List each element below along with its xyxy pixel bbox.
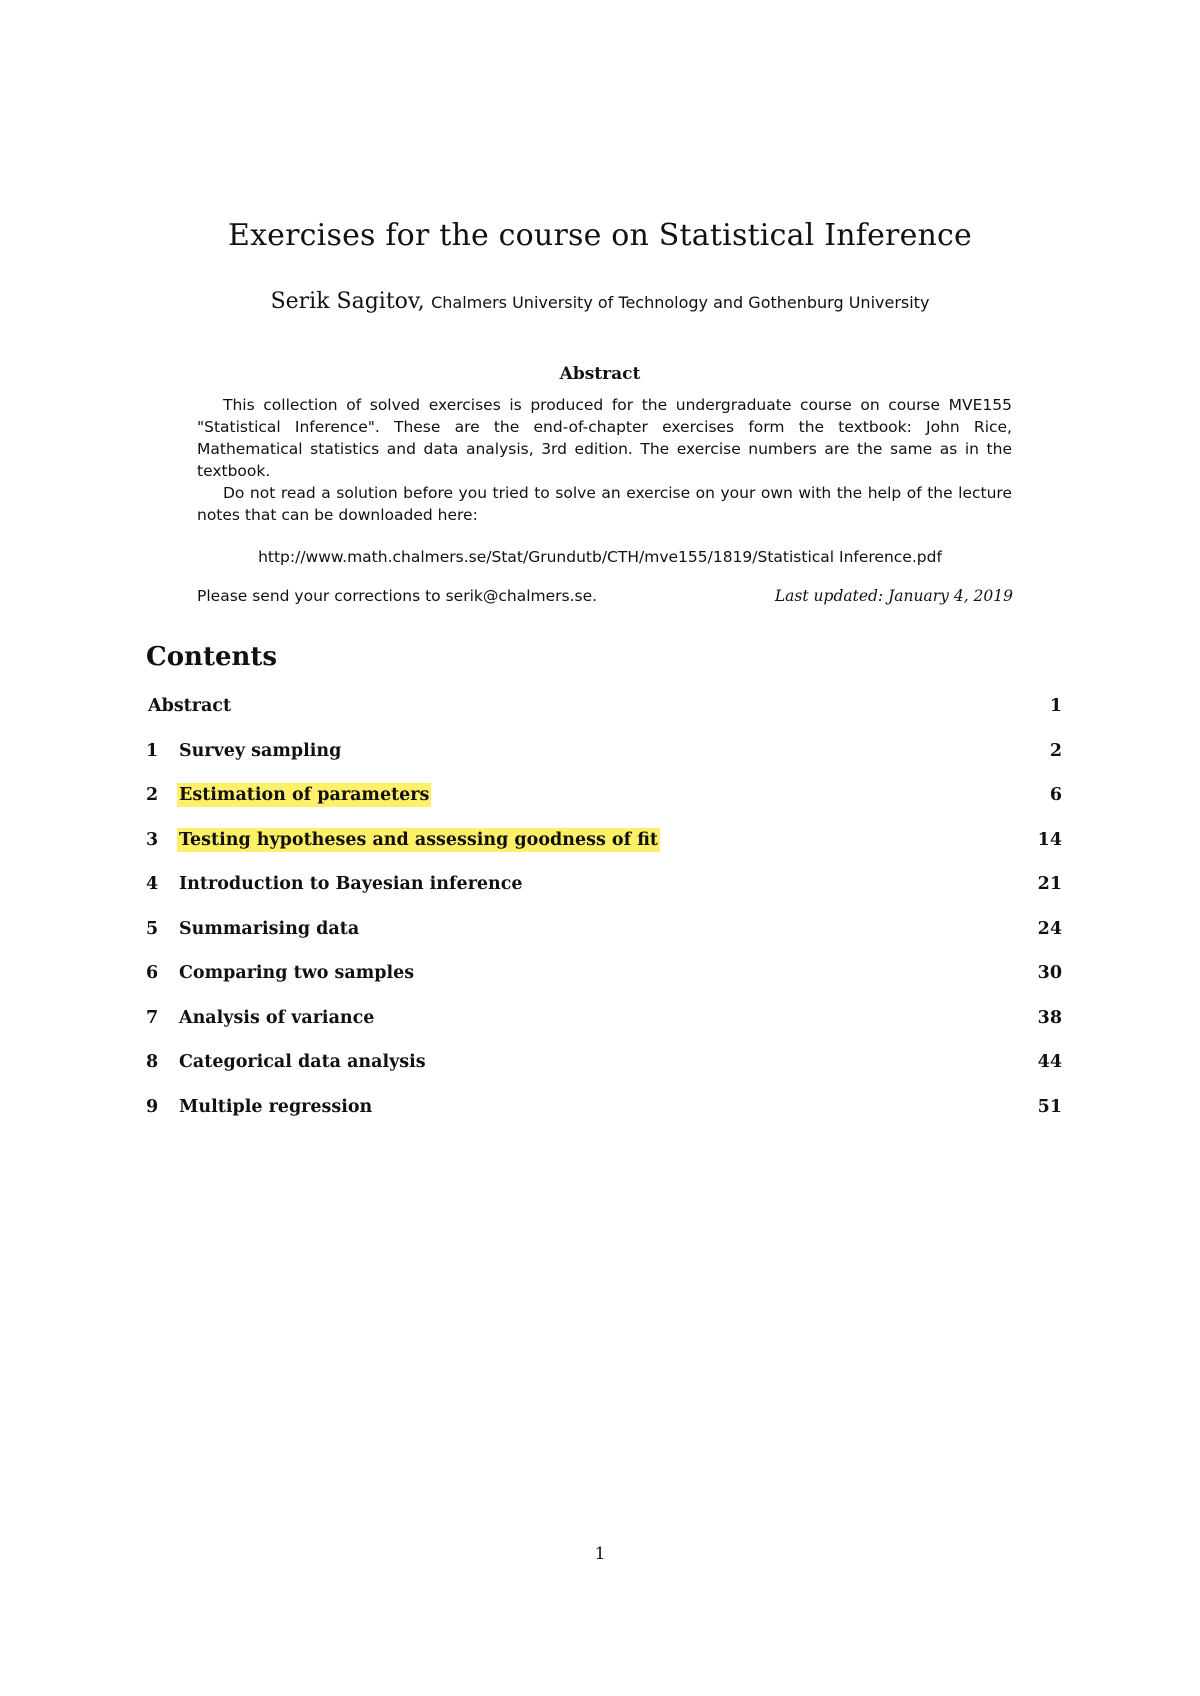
toc-entry-page[interactable]: 24 bbox=[1037, 918, 1062, 939]
toc-entry-page[interactable]: 14 bbox=[1037, 829, 1062, 850]
toc-entry-title[interactable]: Abstract bbox=[148, 696, 232, 716]
toc-entry-number: 3 bbox=[146, 829, 159, 850]
toc-entry-title[interactable]: Analysis of variance bbox=[179, 1007, 375, 1028]
author-affiliation: Chalmers University of Technology and Gothenburg University bbox=[431, 293, 930, 312]
toc-entry-number: 1 bbox=[146, 740, 159, 761]
toc-entry-page[interactable]: 2 bbox=[1049, 740, 1062, 761]
toc-entry-8[interactable] bbox=[146, 1050, 1062, 1095]
toc-entry-5[interactable] bbox=[146, 917, 1062, 962]
toc-entry-number: 7 bbox=[146, 1007, 159, 1028]
toc-entry-abstract[interactable] bbox=[146, 694, 1062, 739]
toc-entry-title-highlighted[interactable]: Testing hypotheses and assessing goodness of fit bbox=[179, 829, 659, 850]
author-line bbox=[0, 289, 1200, 314]
toc-entry-page[interactable]: 1 bbox=[1049, 696, 1062, 716]
toc-entry-6[interactable] bbox=[146, 961, 1062, 1006]
toc-entry-title-highlighted[interactable]: Estimation of parameters bbox=[179, 785, 430, 805]
toc-entry-title[interactable]: Categorical data analysis bbox=[179, 1052, 426, 1072]
toc-entry-title[interactable]: Multiple regression bbox=[179, 1096, 373, 1117]
document-title: Exercises for the course on Statistical Inference bbox=[227, 218, 973, 253]
last-updated: Last updated: January 4, 2019 bbox=[774, 587, 1013, 605]
toc-entry-page[interactable]: 30 bbox=[1037, 963, 1062, 983]
toc-entry-page[interactable]: 21 bbox=[1037, 874, 1062, 894]
page-number: 1 bbox=[594, 1544, 606, 1564]
toc-entry-9[interactable] bbox=[146, 1095, 1062, 1140]
toc-entry-page[interactable]: 6 bbox=[1049, 785, 1062, 805]
toc-entry-number: 8 bbox=[146, 1052, 159, 1072]
toc-entry-number: 2 bbox=[146, 785, 159, 805]
toc-entry-page[interactable]: 51 bbox=[1037, 1096, 1062, 1117]
toc-entry-number: 6 bbox=[146, 963, 159, 983]
toc-entry-3[interactable] bbox=[146, 828, 1062, 873]
toc-entry-title[interactable]: Survey sampling bbox=[179, 740, 342, 761]
toc-entry-number: 5 bbox=[146, 918, 159, 939]
table-of-contents bbox=[146, 694, 1062, 1139]
lecture-notes-link[interactable]: http://www.math.chalmers.se/Stat/Grundutb/CTH/mve155/1819/Statistical Inference.pdf bbox=[258, 548, 942, 566]
toc-entry-2[interactable] bbox=[146, 783, 1062, 828]
toc-entry-page[interactable]: 38 bbox=[1037, 1007, 1062, 1028]
abstract-paragraph-1: This collection of solved exercises is produced for the undergraduate course on course MVE155 "Statistical Inference". These are the end-of-chapter exercises form the textbook: John Rice, Mathematical statistics and data analysis, 3rd edition. The exercise numbers are the same as in the textbook. bbox=[197, 396, 1012, 480]
toc-entry-page[interactable]: 44 bbox=[1037, 1052, 1062, 1072]
corrections-note: Please send your corrections to serik@chalmers.se. bbox=[197, 587, 598, 605]
abstract-paragraph-2: Do not read a solution before you tried to solve an exercise on your own with the help of the lecture notes that can be downloaded here: bbox=[197, 484, 1012, 524]
abstract-heading: Abstract bbox=[559, 364, 641, 384]
toc-entry-number: 9 bbox=[146, 1096, 159, 1117]
toc-entry-4[interactable] bbox=[146, 872, 1062, 917]
toc-entry-title[interactable]: Comparing two samples bbox=[179, 963, 415, 983]
toc-entry-title[interactable]: Introduction to Bayesian inference bbox=[179, 874, 523, 894]
author-name: Serik Sagitov, bbox=[270, 289, 425, 314]
abstract-body bbox=[197, 394, 1012, 526]
toc-entry-title[interactable]: Summarising data bbox=[179, 918, 360, 939]
contents-heading: Contents bbox=[146, 642, 278, 672]
toc-entry-7[interactable] bbox=[146, 1006, 1062, 1051]
toc-entry-number: 4 bbox=[146, 874, 159, 894]
toc-entry-1[interactable] bbox=[146, 739, 1062, 784]
